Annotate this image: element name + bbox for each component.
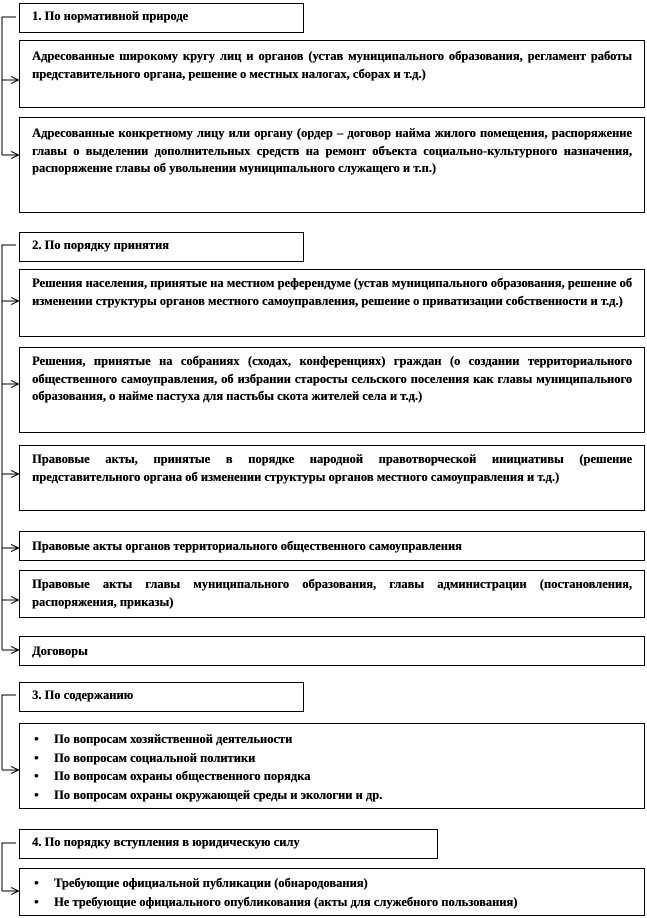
group-2-header — [19, 232, 304, 262]
group-2-item-4 — [19, 531, 645, 561]
group-1-item-1 — [19, 40, 645, 108]
group-3-bullet-list — [30, 730, 632, 804]
group-2-item-3-text: Правовые акты, принятые в порядке народной правотворческой инициативы (решение представительного органа об изменении структуры органов местного самоуправления и т.д.) — [32, 452, 632, 484]
group-2-item-4-text: Правовые акты органов территориального общественного самоуправления — [32, 539, 462, 553]
group-1-header-text: 1. По нормативной природе — [32, 9, 189, 23]
group-1-header — [19, 3, 304, 33]
group-2-header-text: 2. По порядку принятия — [32, 238, 169, 252]
group-3-bullet-box — [19, 723, 645, 809]
group-3-bullet-3: • По вопросам охраны общественного порядка — [30, 767, 632, 786]
group-2-item-2 — [19, 347, 645, 433]
group-4-bullet-box — [19, 868, 645, 916]
group-4-bullet-list — [30, 874, 632, 911]
group-3-bullet-4: • По вопросам охраны окружающей среды и экологии и др. — [30, 786, 632, 805]
group-4-connector — [2, 843, 16, 891]
group-3-connector — [2, 695, 16, 770]
group-2-item-6-text: Договоры — [32, 644, 88, 658]
group-4-bullet-2: • Не требующие официального опубликования (акты для служебного пользования) — [30, 893, 632, 912]
group-3-header-text: 3. По содержанию — [32, 688, 134, 702]
group-2-item-5-text: Правовые акты главы муниципального образования, главы администрации (постановления, распоряжения, приказы) — [32, 577, 632, 609]
group-4-bullet-1: • Требующие официальной публикации (обнародования) — [30, 874, 632, 893]
group-2-item-3 — [19, 445, 645, 511]
group-2-connector — [2, 245, 16, 650]
group-1-item-2 — [19, 117, 645, 213]
group-2-item-1-text: Решения населения, принятые на местном референдуме (устав муниципального образования, решение об изменении структуры органов местного самоуправления, решение о приватизации собственности и т.д.) — [32, 276, 632, 308]
group-3-header — [19, 682, 304, 712]
group-4-header — [19, 829, 438, 859]
group-2-item-1 — [19, 269, 645, 337]
group-1-item-1-text: Адресованные широкому кругу лиц и органов (устав муниципального образования, регламент работы представительного органа, решение о местных налогах, сборах и т.д.) — [32, 49, 632, 81]
group-3-bullet-1: • По вопросам хозяйственной деятельности — [30, 730, 632, 749]
group-4-header-text: 4. По порядку вступления в юридическую силу — [32, 835, 300, 849]
group-2-item-5 — [19, 570, 645, 618]
group-1-connector — [2, 17, 16, 155]
group-1-item-2-text: Адресованные конкретному лицу или органу (ордер – договор найма жилого помещения, распоряжение главы о выделении дополнительных средств на ремонт объекта социально-культурного назначения, распоряжение главы об увольнении муниципального служащего и т.п.) — [32, 126, 632, 175]
group-2-item-6 — [19, 636, 645, 666]
group-2-item-2-text: Решения, принятые на собраниях (сходах, конференциях) граждан (о создании территориального общественного самоуправления, об избрании старосты сельского поселения как главы муниципального образования, о найме пастуха для пастьбы скота жителей села и т.д.) — [32, 354, 632, 403]
group-3-bullet-2: • По вопросам социальной политики — [30, 749, 632, 768]
